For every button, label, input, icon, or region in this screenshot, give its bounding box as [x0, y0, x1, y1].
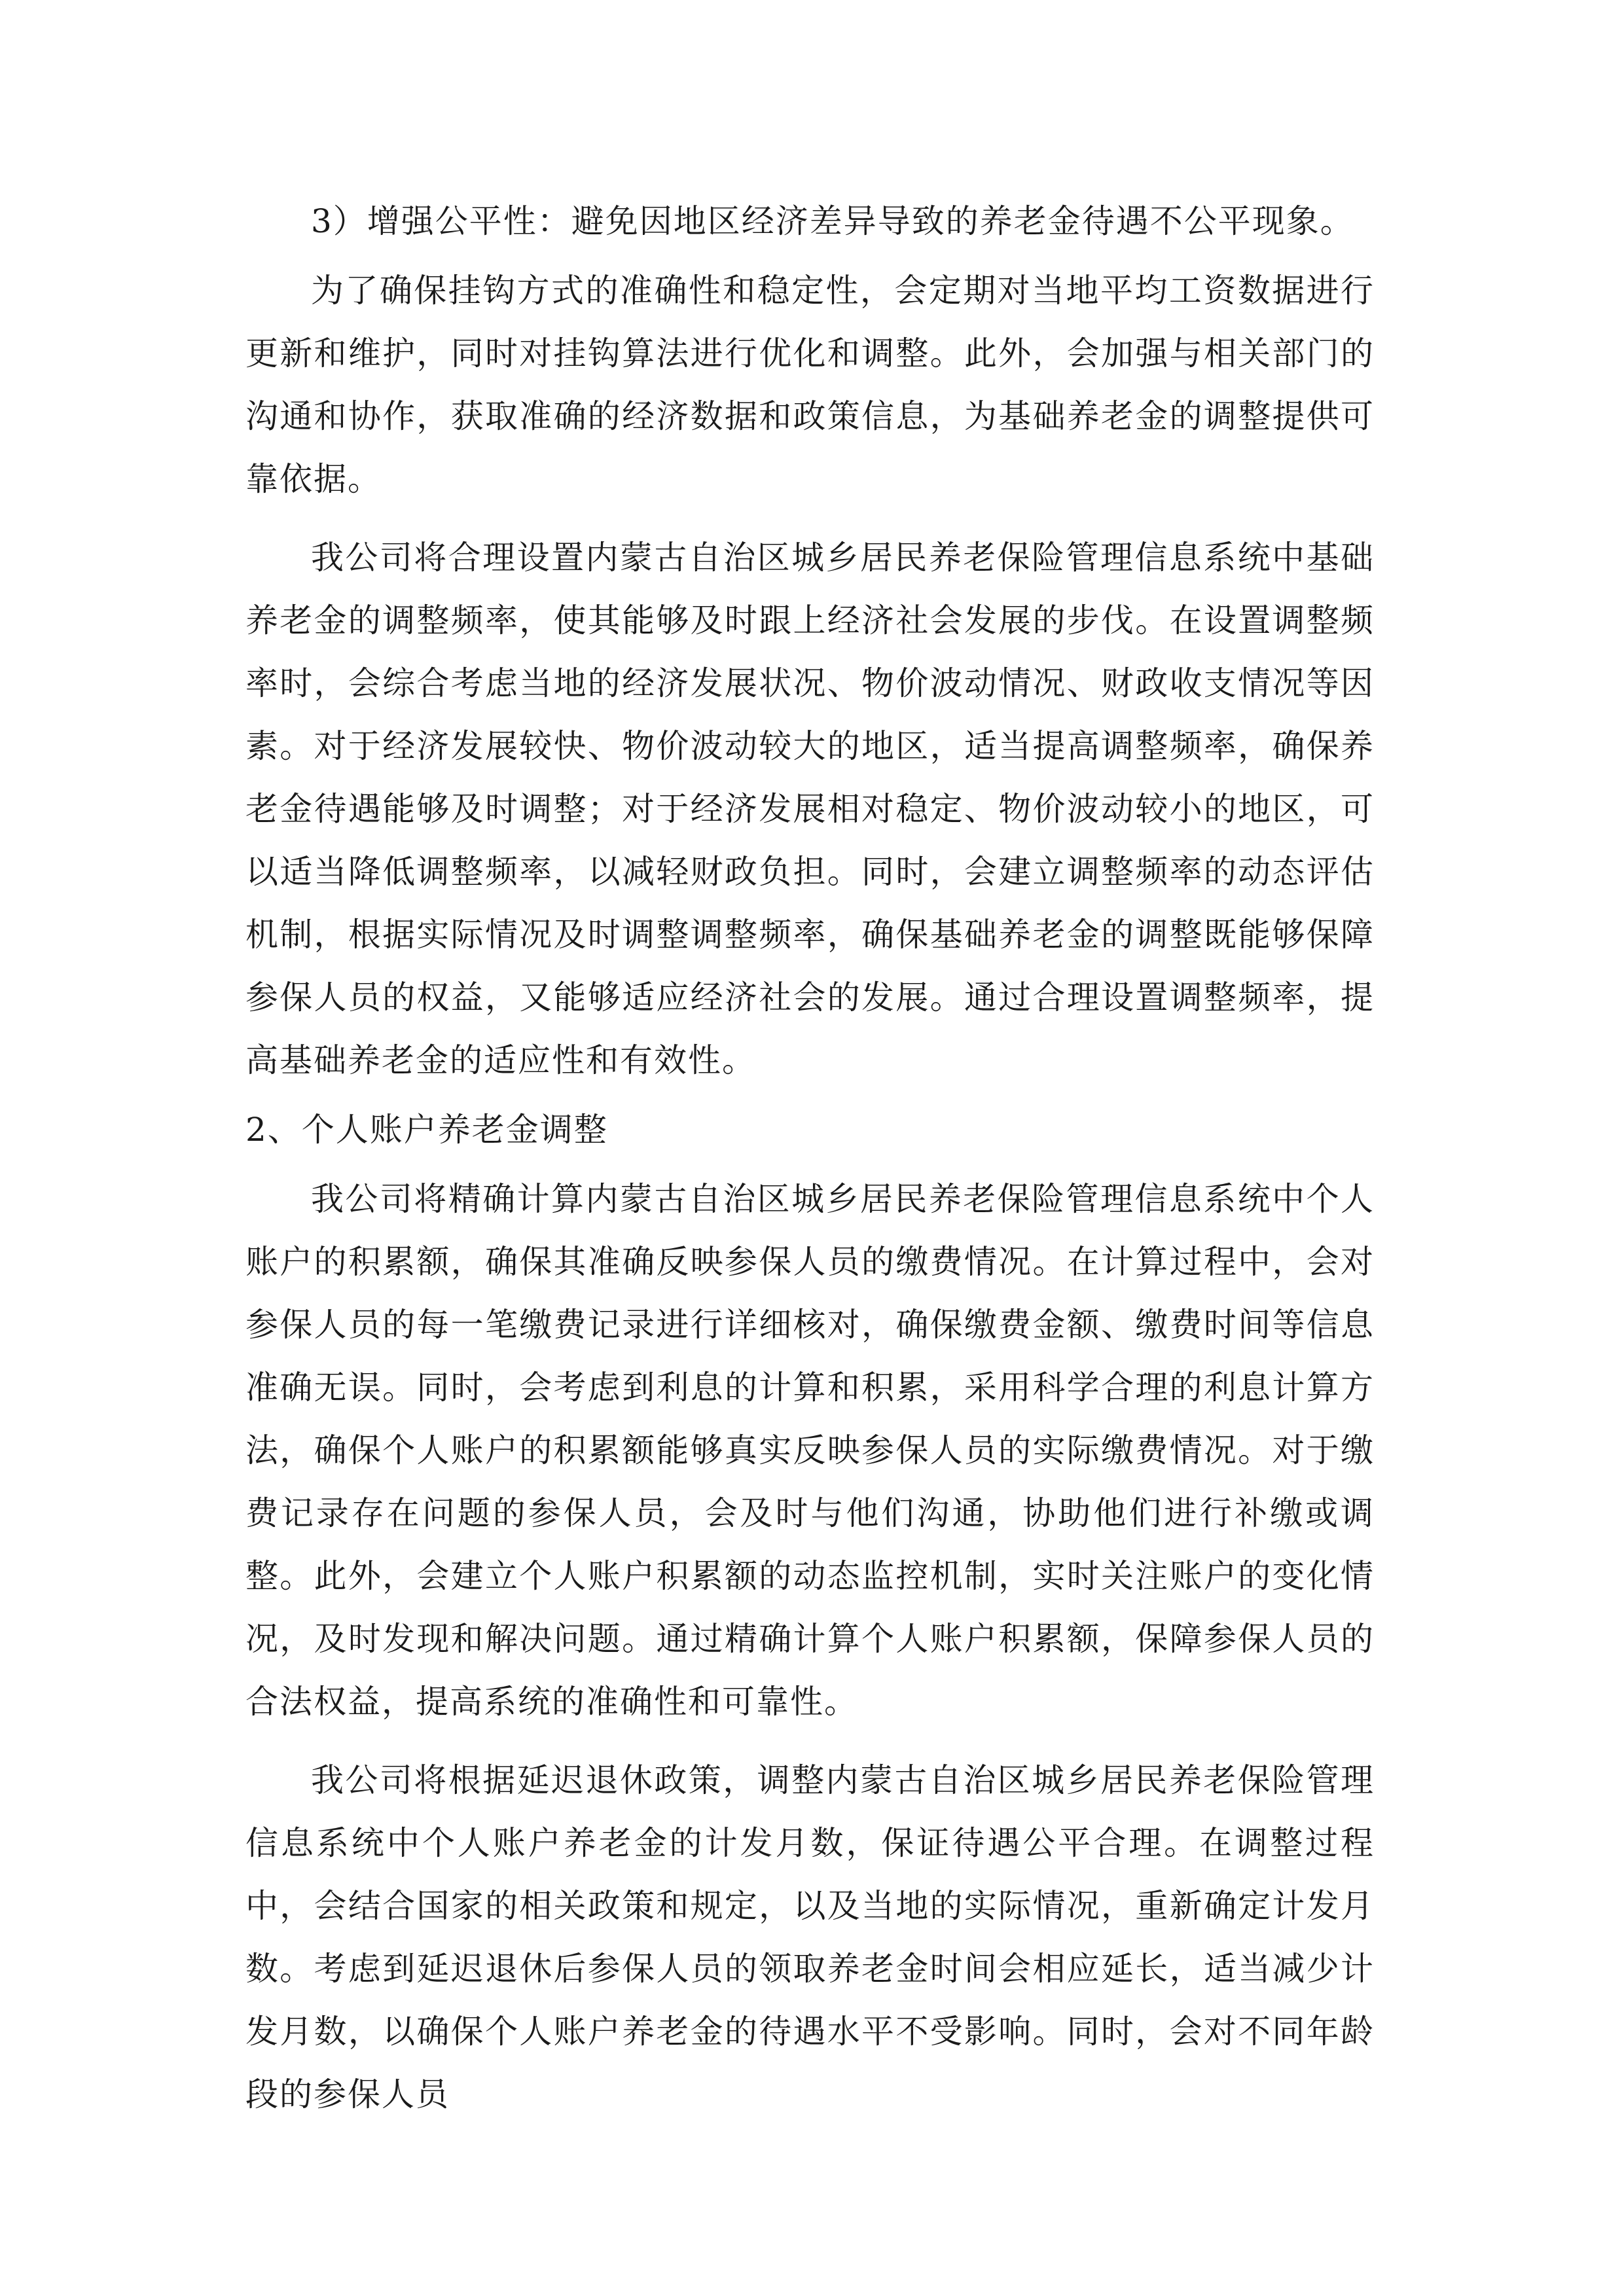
paragraph-account-accumulation: 我公司将精确计算内蒙古自治区城乡居民养老保险管理信息系统中个人账户的积累额，确保其准确反映参保人员的缴费情况。在计算过程中，会对参保人员的每一笔缴费记录进行详细核对，确保缴费金额、缴费时间等信息准确无误。同时，会考虑到利息的计算和积累，采用科学合理的利息计算方法，确保个人账户的积累额能够真实反映参保人员的实际缴费情况。对于缴费记录存在问题的参保人员，会及时与他们沟通，协助他们进行补缴或调整。此外，会建立个人账户积累额的动态监控机制，实时关注账户的变化情况，及时发现和解决问题。通过精确计算个人账户积累额，保障参保人员的合法权益，提高系统的准确性和可靠性。 [245, 1180, 1375, 1721]
paragraph-delayed-retirement: 我公司将根据延迟退休政策，调整内蒙古自治区城乡居民养老保险管理信息系统中个人账户养老金的计发月数，保证待遇公平合理。在调整过程中，会结合国家的相关政策和规定，以及当地的实际情况，重新确定计发月数。考虑到延迟退休后参保人员的领取养老金时间会相应延长，适当减少计发月数，以确保个人账户养老金的待遇水平不受影响。同时，会对不同年龄段的参保人员 [245, 1761, 1375, 2113]
paragraph-adjustment-frequency: 我公司将合理设置内蒙古自治区城乡居民养老保险管理信息系统中基础养老金的调整频率，使其能够及时跟上经济社会发展的步伐。在设置调整频率时，会综合考虑当地的经济发展状况、物价波动情况、财政收支情况等因素。对于经济发展较快、物价波动较大的地区，适当提高调整频率，确保养老金待遇能够及时调整；对于经济发展相对稳定、物价波动较小的地区，可以适当降低调整频率，以减轻财政负担。同时，会建立调整频率的动态评估机制，根据实际情况及时调整调整频率，确保基础养老金的调整既能够保障参保人员的权益，又能够适应经济社会的发展。通过合理设置调整频率，提高基础养老金的适应性和有效性。 [245, 539, 1375, 1079]
document-page [245, 190, 1375, 2126]
section-heading-personal-account: 2、个人账户养老金调整 [245, 1111, 608, 1149]
paragraph-fairness: 3）增强公平性：避免因地区经济差异导致的养老金待遇不公平现象。 [311, 202, 1354, 240]
paragraph-linkage-accuracy: 为了确保挂钩方式的准确性和稳定性，会定期对当地平均工资数据进行更新和维护，同时对挂钩算法进行优化和调整。此外，会加强与相关部门的沟通和协作，获取准确的经济数据和政策信息，为基础养老金的调整提供可靠依据。 [245, 272, 1375, 498]
